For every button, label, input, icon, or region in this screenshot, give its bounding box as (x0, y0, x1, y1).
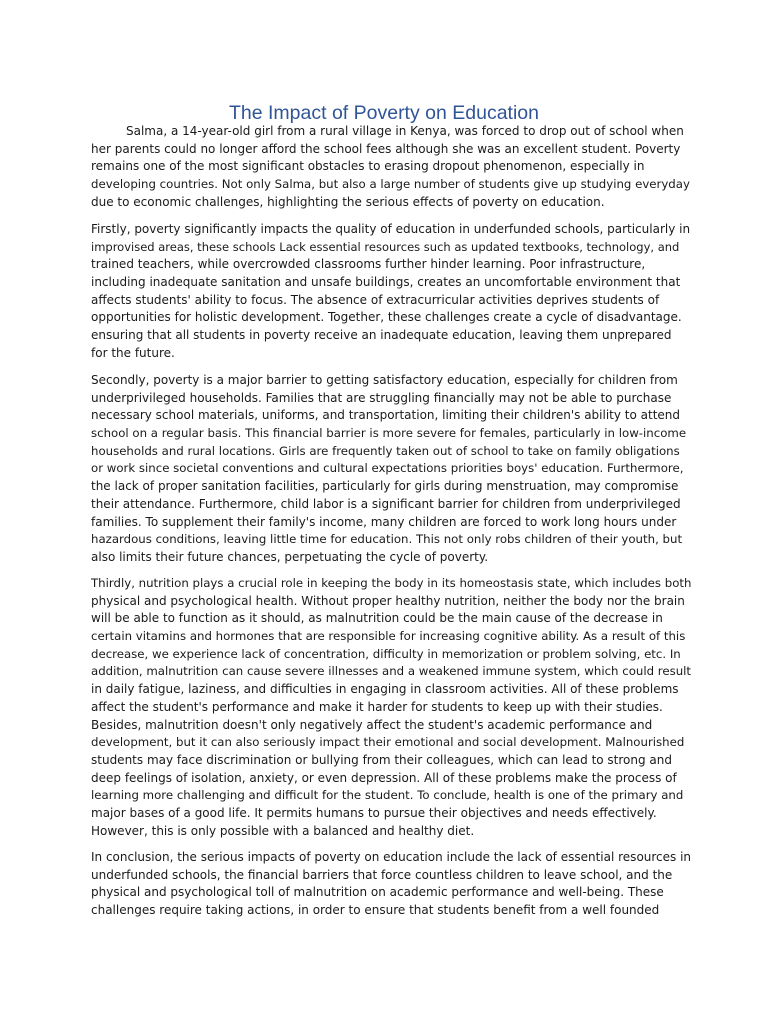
text-line: However, this is only possible with a balanced and healthy diet. (91, 823, 475, 838)
text-line: underfunded schools, the financial barriers that force countless children to leave school, and the (91, 867, 673, 882)
text-line: affects students' ability to focus. The absence of extracurricular activities deprives students of (91, 292, 660, 307)
text-line: major bases of a good life. It permits humans to pursue their objectives and needs effectively. (91, 805, 657, 820)
paragraph-conclusion (91, 849, 691, 920)
text-line: school on a regular basis. This financial barrier is more severe for females, particularly in low-income (91, 426, 687, 441)
paragraph-thirdly (91, 575, 691, 840)
text-line: addition, malnutrition can cause severe illnesses and a weakened immune system, which could result (91, 664, 692, 679)
text-line: Salma, a 14-year-old girl from a rural village in Kenya, was forced to drop out of school when (126, 124, 684, 138)
text-line: also limits their future chances, perpetuating the cycle of poverty. (91, 549, 489, 564)
paragraph-secondly (91, 372, 691, 567)
text-line: Secondly, poverty is a major barrier to getting satisfactory education, especially for children from (91, 373, 678, 387)
text-line: Besides, malnutrition doesn't only negatively affect the student's academic performance and (91, 717, 653, 732)
text-line: certain vitamins and hormones that are responsible for increasing cognitive ability. As a result of this (91, 629, 686, 644)
text-line: in daily fatigue, laziness, and difficulties in engaging in classroom activities. All of these problems (91, 682, 679, 697)
text-line: due to economic challenges, highlighting the serious effects of poverty on education. (91, 194, 605, 209)
text-line: trained teachers, while overcrowded classrooms further hinder learning. Poor infrastructure, (91, 257, 646, 272)
text-line: learning more challenging and difficult for the student. To conclude, health is one of the primary and (91, 788, 684, 803)
text-line: families. To supplement their family's income, many children are forced to work long hours under (91, 514, 677, 529)
paragraph-firstly (91, 221, 691, 363)
text-line: will be able to function as it should, as malnutrition could be the main cause of the decrease in (91, 611, 663, 626)
text-line: remains one of the most significant obstacles to erasing dropout phenomenon, especially in (91, 159, 645, 174)
text-line: opportunities for holistic development. Together, these challenges create a cycle of disadvantage. (91, 310, 682, 325)
text-line: challenges require taking actions, in order to ensure that students benefit from a well founded (91, 903, 660, 918)
paragraph-intro (91, 123, 691, 211)
text-line: including inadequate sanitation and unsafe buildings, creates an uncomfortable environment that (91, 275, 681, 290)
text-line: her parents could no longer afford the school fees although she was an excellent student. Poverty (91, 141, 681, 156)
text-line: affect the student's performance and make it harder for students to keep up with their studies. (91, 699, 663, 714)
text-line: physical and psychological toll of malnutrition on academic performance and well-being. These (91, 885, 664, 900)
text-line: deep feelings of isolation, anxiety, or even depression. All of these problems make the process of (91, 770, 677, 785)
text-line: In conclusion, the serious impacts of poverty on education include the lack of essential resources in (91, 850, 692, 864)
text-line: decrease, we experience lack of concentration, difficulty in memorization or problem solving, etc. In (91, 646, 681, 661)
text-line: the lack of proper sanitation facilities, particularly for girls during menstruation, may compromise (91, 479, 679, 494)
text-line: developing countries. Not only Salma, but also a large number of students give up studying everyday (91, 177, 690, 192)
text-line: ensuring that all students in poverty receive an inadequate education, leaving them unprepared (91, 328, 672, 343)
text-line: households and rural locations. Girls are frequently taken out of school to take on family obligations (91, 443, 680, 458)
document-title: The Impact of Poverty on Education (228, 102, 539, 124)
text-line: physical and psychological health. Without proper healthy nutrition, neither the body nor the brain (91, 593, 685, 608)
text-line: underprivileged households. Families that are struggling financially may not be able to purchase (91, 390, 672, 405)
text-line: for the future. (91, 345, 175, 360)
text-line: necessary school materials, uniforms, and transportation, limiting their children's ability to attend (91, 408, 681, 423)
text-line: students may face discrimination or bullying from their colleagues, which can lead to strong and (91, 752, 673, 767)
text-line: Firstly, poverty significantly impacts the quality of education in underfunded schools, particularly in (91, 222, 691, 236)
text-line: or work since societal conventions and cultural expectations priorities boys' education. Furthermore, (91, 461, 684, 476)
text-line: their attendance. Furthermore, child labor is a significant barrier for children from underprivileged (91, 496, 681, 511)
text-line: hazardous conditions, leaving little time for education. This not only robs children of their youth, but (91, 532, 683, 547)
text-line: Thirdly, nutrition plays a crucial role in keeping the body in its homeostasis state, which includes both (91, 576, 692, 590)
text-line: development, but it can also seriously impact their emotional and social development. Malnourished (91, 735, 685, 750)
text-line: improvised areas, these schools Lack essential resources such as updated textbooks, technology, and (91, 239, 680, 254)
